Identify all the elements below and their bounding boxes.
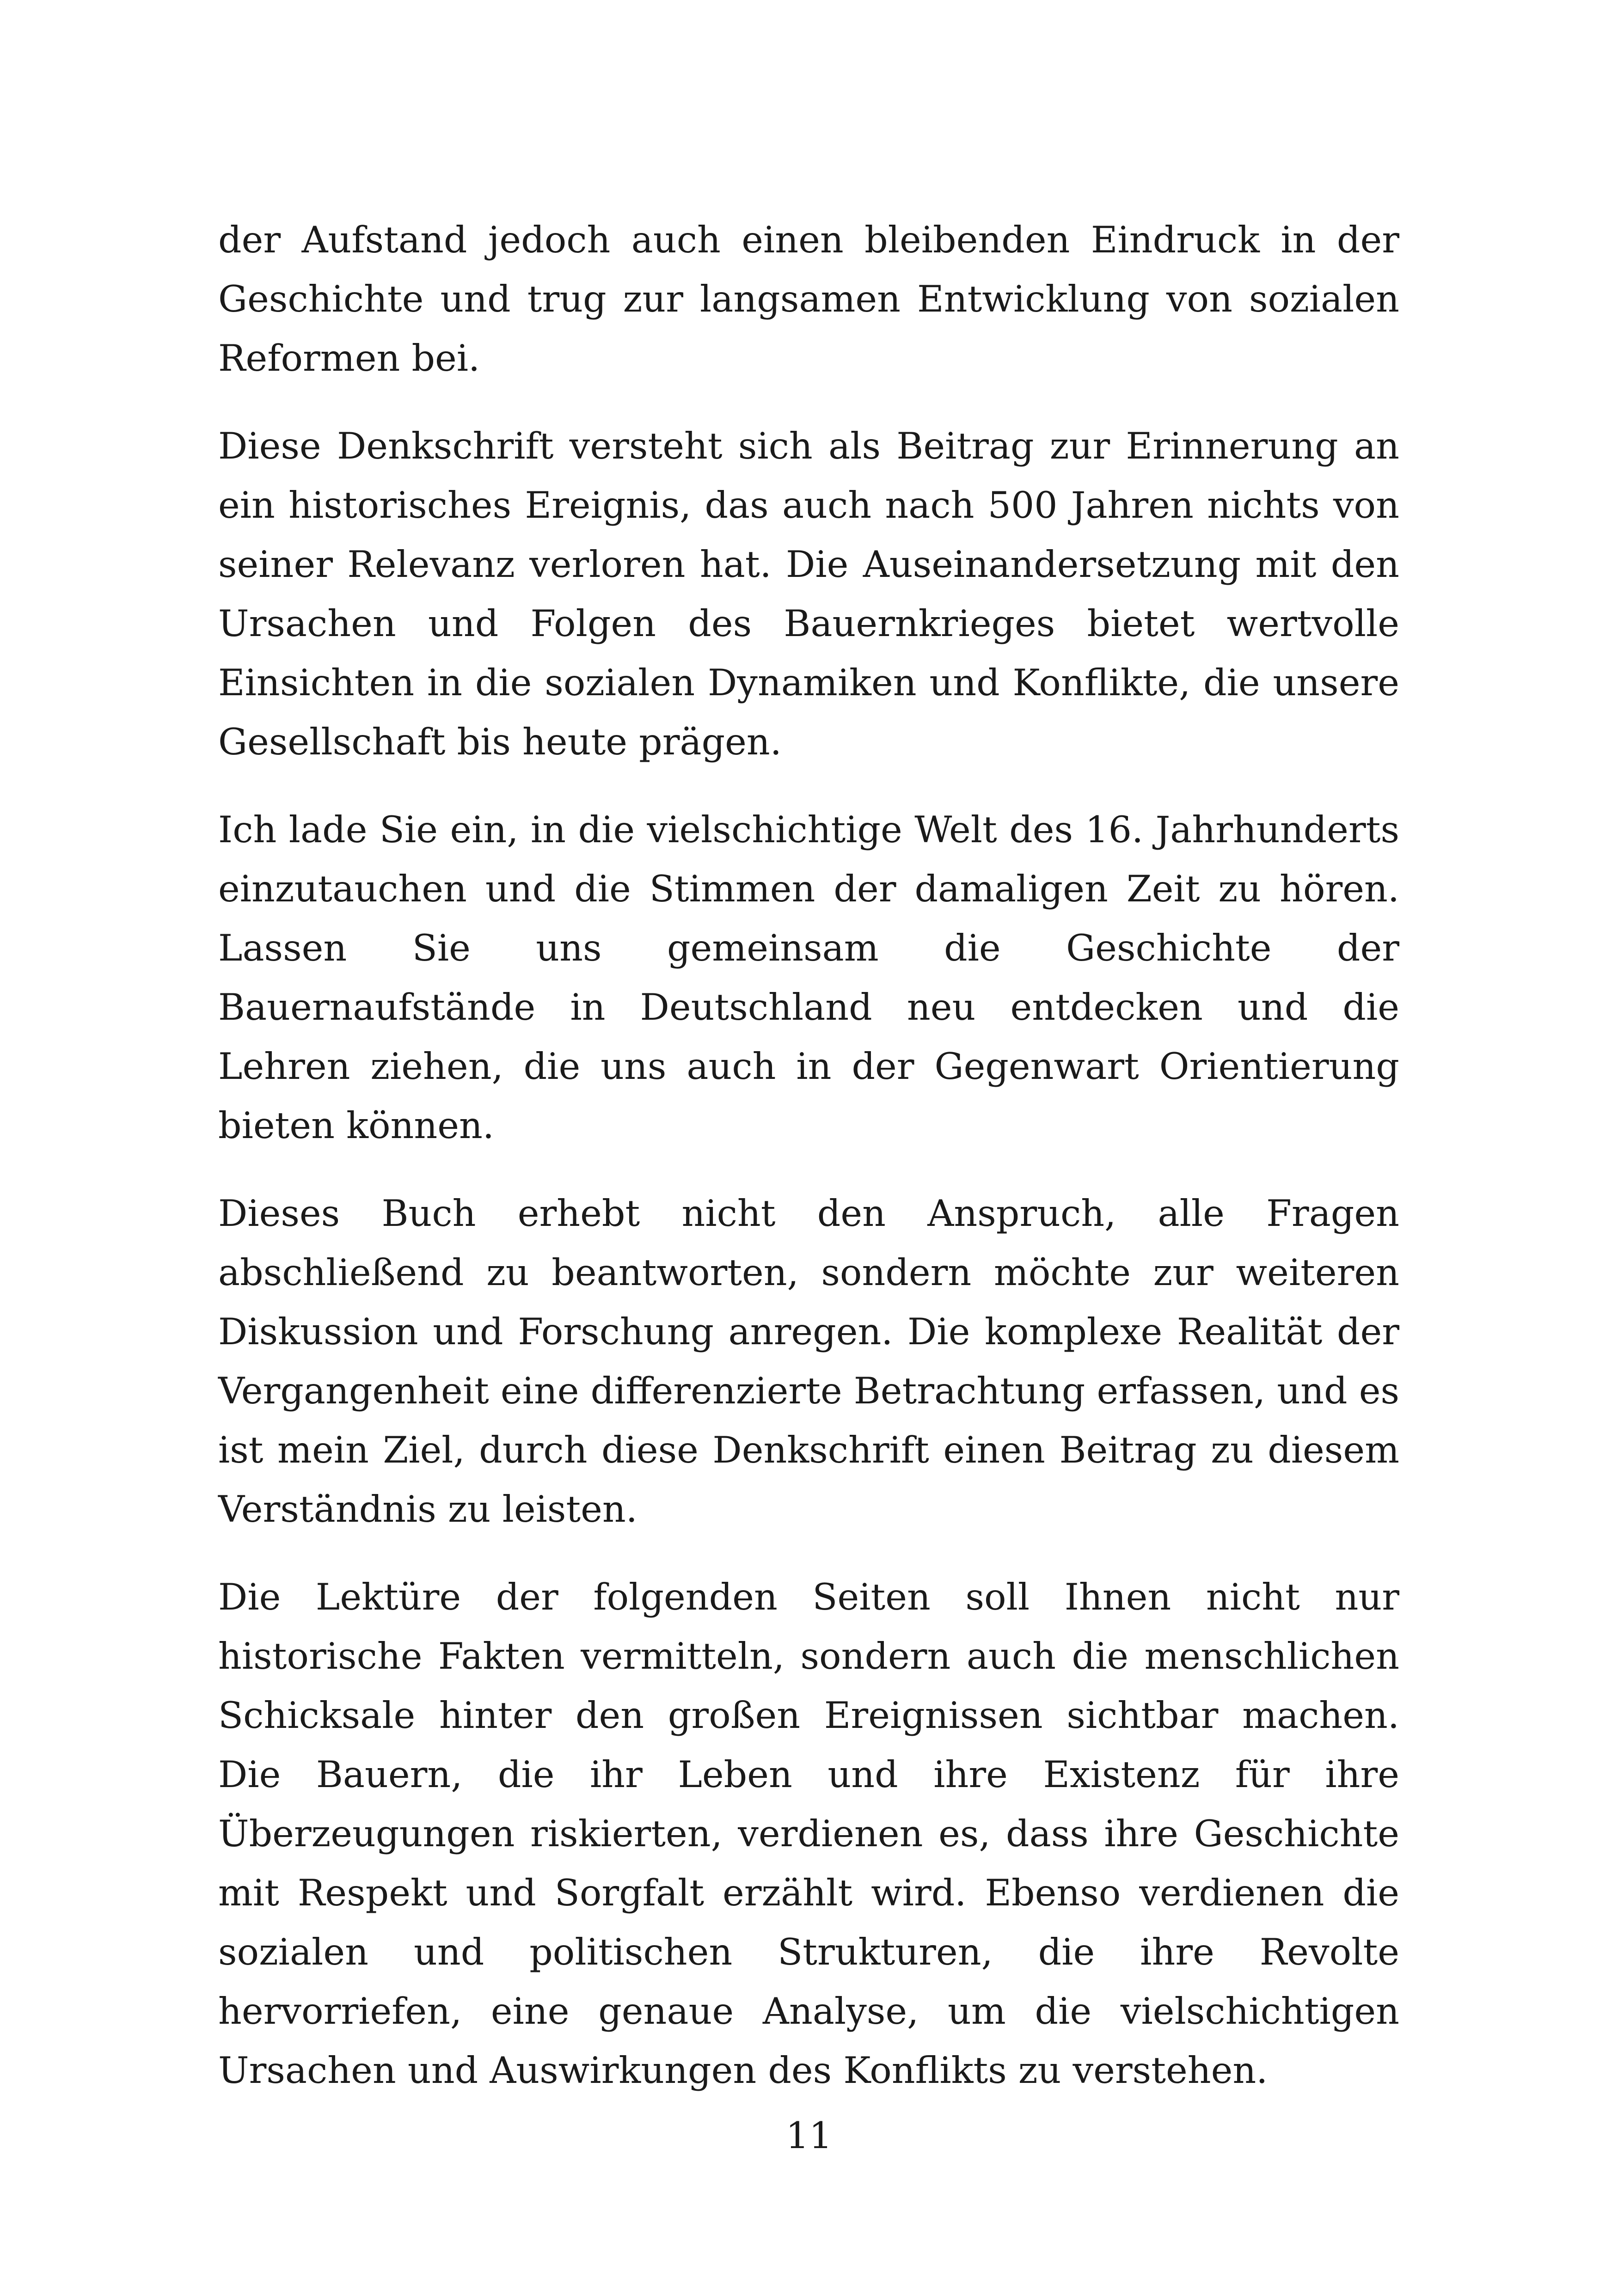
page-number: 11 xyxy=(785,2114,833,2157)
paragraph: Diese Denkschrift versteht sich als Beitrag zur Erinnerung an ein historisches Ereignis, das auch nach 500 Jahren nichts von seiner Relevanz verloren hat. Die Auseinandersetzung mit den Ursachen und Folgen des Bauernkrieges bietet wertvolle Einsichten in die sozialen Dynamiken und Konflikte, die unsere Gesellschaft bis heute prägen. xyxy=(218,425,1399,763)
paragraph: der Aufstand jedoch auch einen bleibenden Eindruck in der Geschichte und trug zur langsamen Entwicklung von sozialen Reformen bei. xyxy=(218,219,1399,380)
paragraph: Die Lektüre der folgenden Seiten soll Ihnen nicht nur historische Fakten vermitteln, sondern auch die menschlichen Schicksale hinter den großen Ereignissen sichtbar machen. Die Bauern, die ihr Leben und ihre Existenz für ihre Überzeugungen riskierten, verdienen es, dass ihre Geschichte mit Respekt und Sorgfalt erzählt wird. Ebenso verdienen die sozialen und politischen Strukturen, die ihre Revolte hervorriefen, eine genaue Analyse, um die vielschichtigen Ursachen und Auswirkungen des Konflikts zu verstehen. xyxy=(218,1576,1399,2092)
paragraph: Dieses Buch erhebt nicht den Anspruch, alle Fragen abschließend zu beantworten, sondern möchte zur weiteren Diskussion und Forschung anregen. Die komplexe Realität der Vergangenheit eine differenzierte Betrachtung erfassen, und es ist mein Ziel, durch diese Denkschrift einen Beitrag zu diesem Verständnis zu leisten. xyxy=(218,1192,1399,1531)
paragraph: Ich lade Sie ein, in die vielschichtige Welt des 16. Jahrhunderts einzutauchen und die Stimmen der damaligen Zeit zu hören. Lassen Sie uns gemeinsam die Geschichte der Bauernaufstände in Deutschland neu entdecken und die Lehren ziehen, die uns auch in der Gegenwart Orientierung bieten können. xyxy=(218,808,1399,1147)
body-text xyxy=(218,210,1399,2129)
